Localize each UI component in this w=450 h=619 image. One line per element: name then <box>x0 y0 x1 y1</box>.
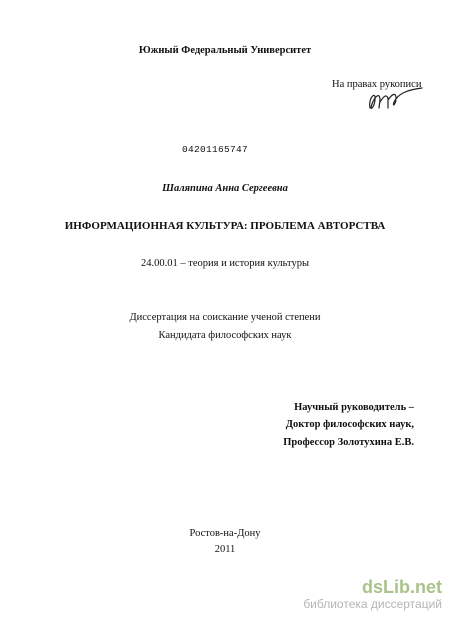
watermark-logo: dsLib.net <box>362 577 442 597</box>
supervisor-line-1: Научный руководитель – <box>294 402 414 413</box>
record-number: 04201165747 <box>182 144 249 155</box>
degree-line-2: Кандидата философских наук <box>158 330 292 341</box>
city: Ростов-на-Дону <box>189 528 261 539</box>
specialty: 24.00.01 – теория и история культуры <box>141 258 309 269</box>
degree-line-1: Диссертация на соискание ученой степени <box>129 312 321 323</box>
handwritten-signature <box>366 86 426 114</box>
university-name: Южный Федеральный Университет <box>138 45 312 56</box>
year: 2011 <box>214 544 236 555</box>
dissertation-title: ИНФОРМАЦИОННАЯ КУЛЬТУРА: ПРОБЛЕМА АВТОРСТВА <box>64 220 386 232</box>
rights-label: На правах рукописи <box>332 79 422 90</box>
supervisor-line-3: Профессор Золотухина Е.В. <box>283 437 414 448</box>
author-name: Шаляпина Анна Сергеевна <box>162 183 288 194</box>
watermark <box>303 577 442 611</box>
watermark-subtitle: библиотека диссертаций <box>303 597 442 611</box>
supervisor-line-2: Доктор философских наук, <box>285 419 414 430</box>
